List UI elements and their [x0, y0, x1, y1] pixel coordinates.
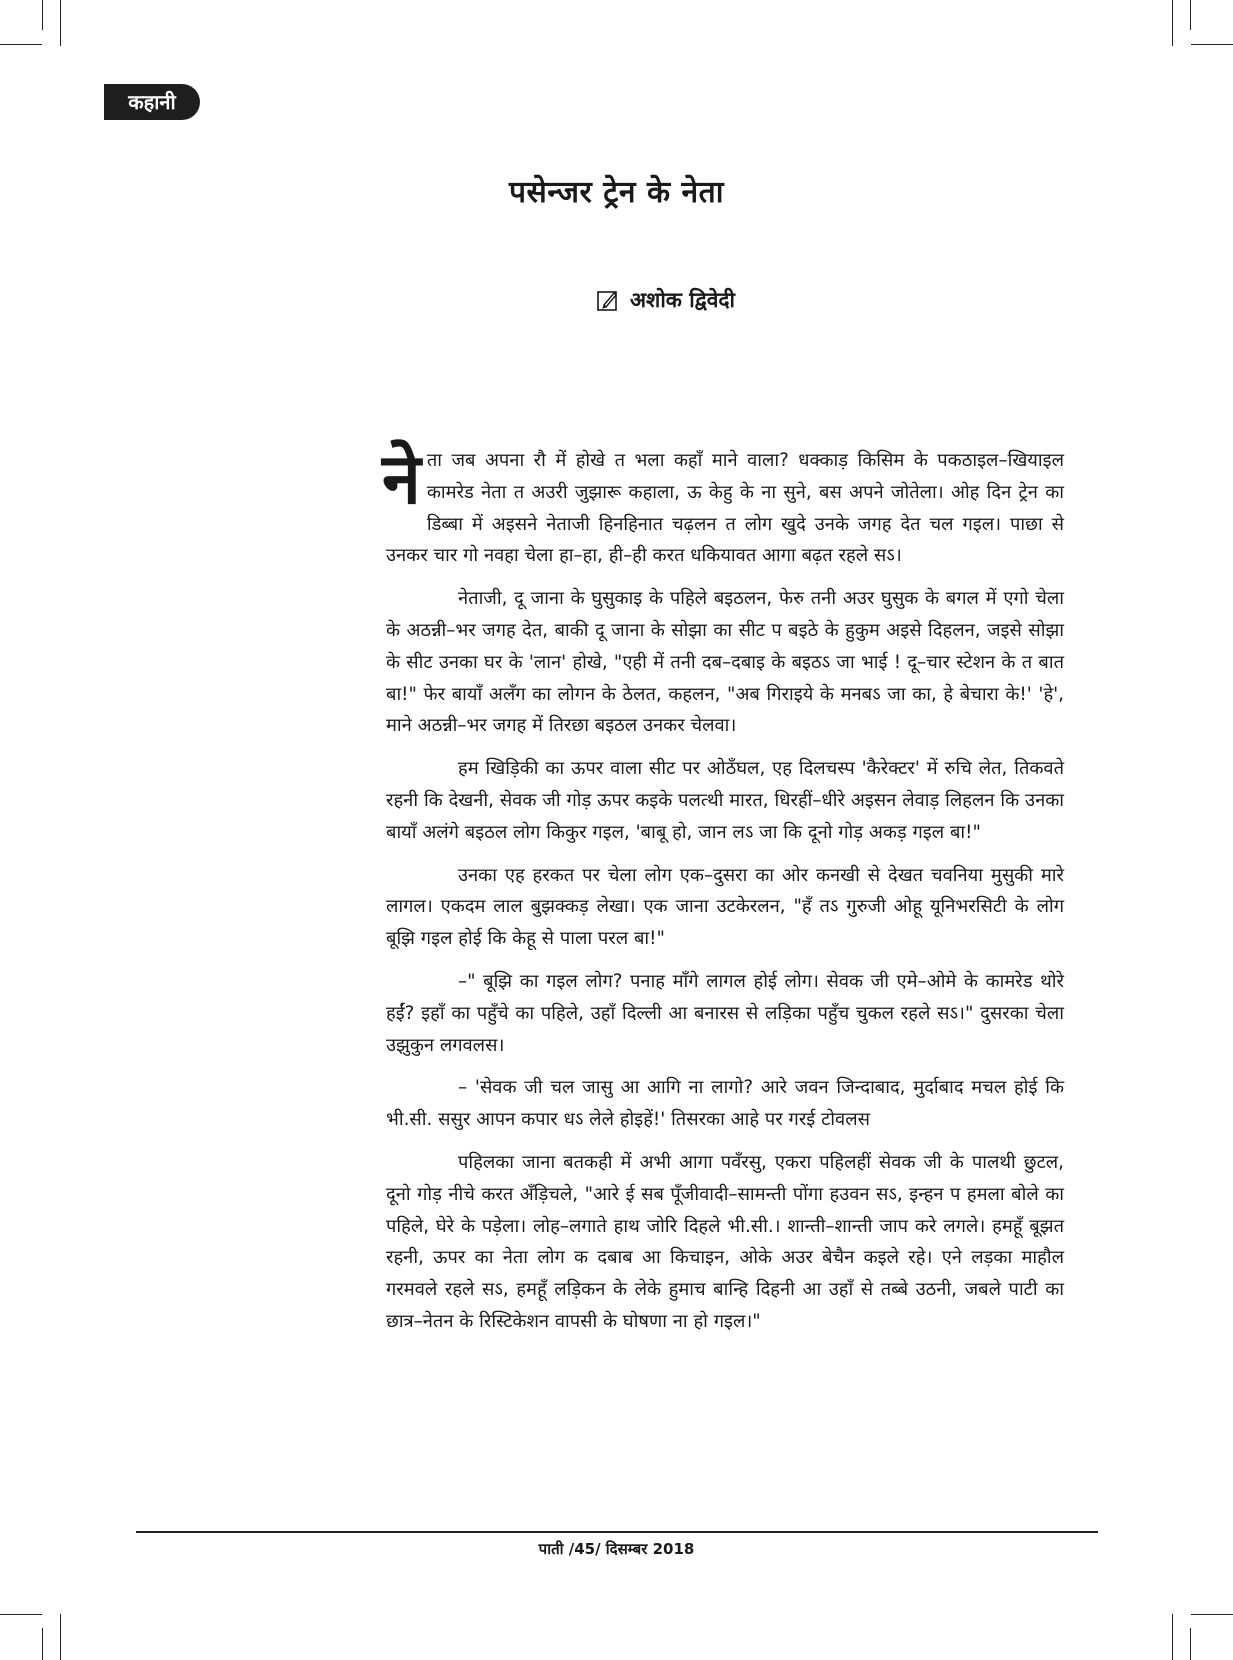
author-name: अशोक द्विवेदी — [630, 288, 735, 312]
paragraph-4: उनका एह हरकत पर चेला लोग एक–दुसरा का ओर कनखी से देखत चवनिया मुसुकी मारे लागल। एकदम लाल बुझक्कड़ लेखा। एक जाना उटकेरलन, "हँ तऽ गुरुजी ओहू यूनिभरसिटी के लोग बूझि गइल होई कि केहू से पाला परल बा!" — [386, 864, 1064, 950]
paragraph-5: –" बूझि का गइल लोग? पनाह माँगे लागल होई लोग। सेवक जी एमे–ओमे के कामरेड थोरे हईं? इहाँ का पहुँचे का पहिले, उहाँ दिल्ली आ बनारस से लड़िका पहुँच चुकल रहले सऽ।" दुसरका चेला उझुकुन लगवलस। — [386, 970, 1064, 1056]
crop-mark — [0, 44, 42, 45]
crop-mark — [42, 1628, 43, 1660]
paragraph-6: – 'सेवक जी चल जासु आ आगि ना लागो? आरे जवन जिन्दाबाद, मुर्दाबाद मचल होई कि भी.सी. ससुर आपन कपार धऽ लेले होइहें!' तिसरका आहे पर गरई टोवलस — [386, 1077, 1064, 1131]
article-body — [382, 438, 1064, 1349]
crop-mark — [1190, 0, 1191, 30]
paragraph-7: पहिलका जाना बतकही में अभी आगा पवँरसु, एकरा पहिलहीं सेवक जी के पालथी छुटल, दूनो गोड़ नीचे करत अँड़िचले, "आरे ई सब पूँजीवादी–सामन्ती पोंगा हउवन सऽ, इन्हन प हमला बोले का पहिले, घेरे के पड़ेला। लोह–लगाते हाथ जोरि दिहले भी.सी.। शान्ती–शान्ती जाप करे लगले। हमहूँ बूझत रहनी, ऊपर का नेता लोग क दबाब आ किचाइन, ओके अउर बेचैन कइले रहे। एने लड़का माहौल गरमवले रहले सऽ, हमहूँ लड़िकन के लेके हुमाच बान्हि दिहनी आ उहाँ से तब्बे उठनी, जबले पाटी का छात्र–नेतन के रिस्टिकेशन वापसी के घोषणा ना हो गइल।" — [386, 1151, 1064, 1332]
crop-mark — [1191, 44, 1233, 45]
crop-mark — [0, 1614, 42, 1615]
author-byline — [596, 286, 735, 314]
crop-mark — [60, 0, 61, 46]
pen-icon — [596, 288, 620, 312]
footer-rule — [136, 1531, 1098, 1533]
page-footer: पाती /45/ दिसम्बर 2018 — [538, 1540, 695, 1558]
story-title: पसेन्जर ट्रेन के नेता — [509, 175, 724, 210]
crop-mark — [1190, 1628, 1191, 1660]
crop-mark — [60, 1614, 61, 1660]
paragraph-1-text: ता जब अपना रौ में होखे त भला कहाँ माने वाला? धक्काड़ किसिम के पकठाइल–खियाइल कामरेड नेता त अउरी जुझारू कहाला, ऊ केहु के ना सुने, बस अपने जोतेला। ओह दिन ट्रेन का डिब्बा में अइसने नेताजी हिनहिनात चढ़लन त लोग खुदे उनके जगह देत चल गइल। पाछा से उनकर चार गो नवहा चेला हा–हा, ही–ही करत धकियावत आगा बढ़त रहले सऽ। — [386, 450, 1064, 567]
paragraph-2: नेताजी, दू जाना के घुसुकाइ के पहिले बइठलन, फेरु तनी अउर घुसुक के बगल में एगो चेला के अठन्नी–भर जगह देत, बाकी दू जाना के सोझा का सीट प बइठे के हुकुम अइसे दिहलन, जइसे सोझा के सीट उनका घर के 'लान' होखे, "एही में तनी दब–दबाइ के बइठऽ जा भाई ! दू–चार स्टेशन के त बात बा!" फेर बायाँ अलँग का लोगन के ठेलत, कहलन, "अब गिराइये के मनबऽ जा का, हे बेचारा के!' 'हे', माने अठन्नी–भर जगह में तिरछा बइठल उनकर चेलवा। — [386, 588, 1064, 737]
drop-cap: ने — [382, 438, 421, 520]
paragraph-1 — [382, 438, 1064, 572]
paragraph-3: हम खिड़िकी का ऊपर वाला सीट पर ओठँघल, एह दिलचस्प 'कैरेक्टर' में रुचि लेत, तिकवते रहनी कि देखनी, सेवक जी गोड़ ऊपर कइके पलत्थी मारत, धिरहीं–धीरे अइसन लेवाड़ लिहलन कि उनका बायाँ अलंगे बइठल लोग किकुर गइल, 'बाबू हो, जान लऽ जा कि दूनो गोड़ अकड़ गइल बा!" — [386, 758, 1064, 843]
crop-mark — [1172, 0, 1173, 46]
crop-mark — [1191, 1614, 1233, 1615]
crop-mark — [42, 0, 43, 30]
section-label: कहानी — [104, 84, 200, 120]
crop-mark — [1172, 1614, 1173, 1660]
